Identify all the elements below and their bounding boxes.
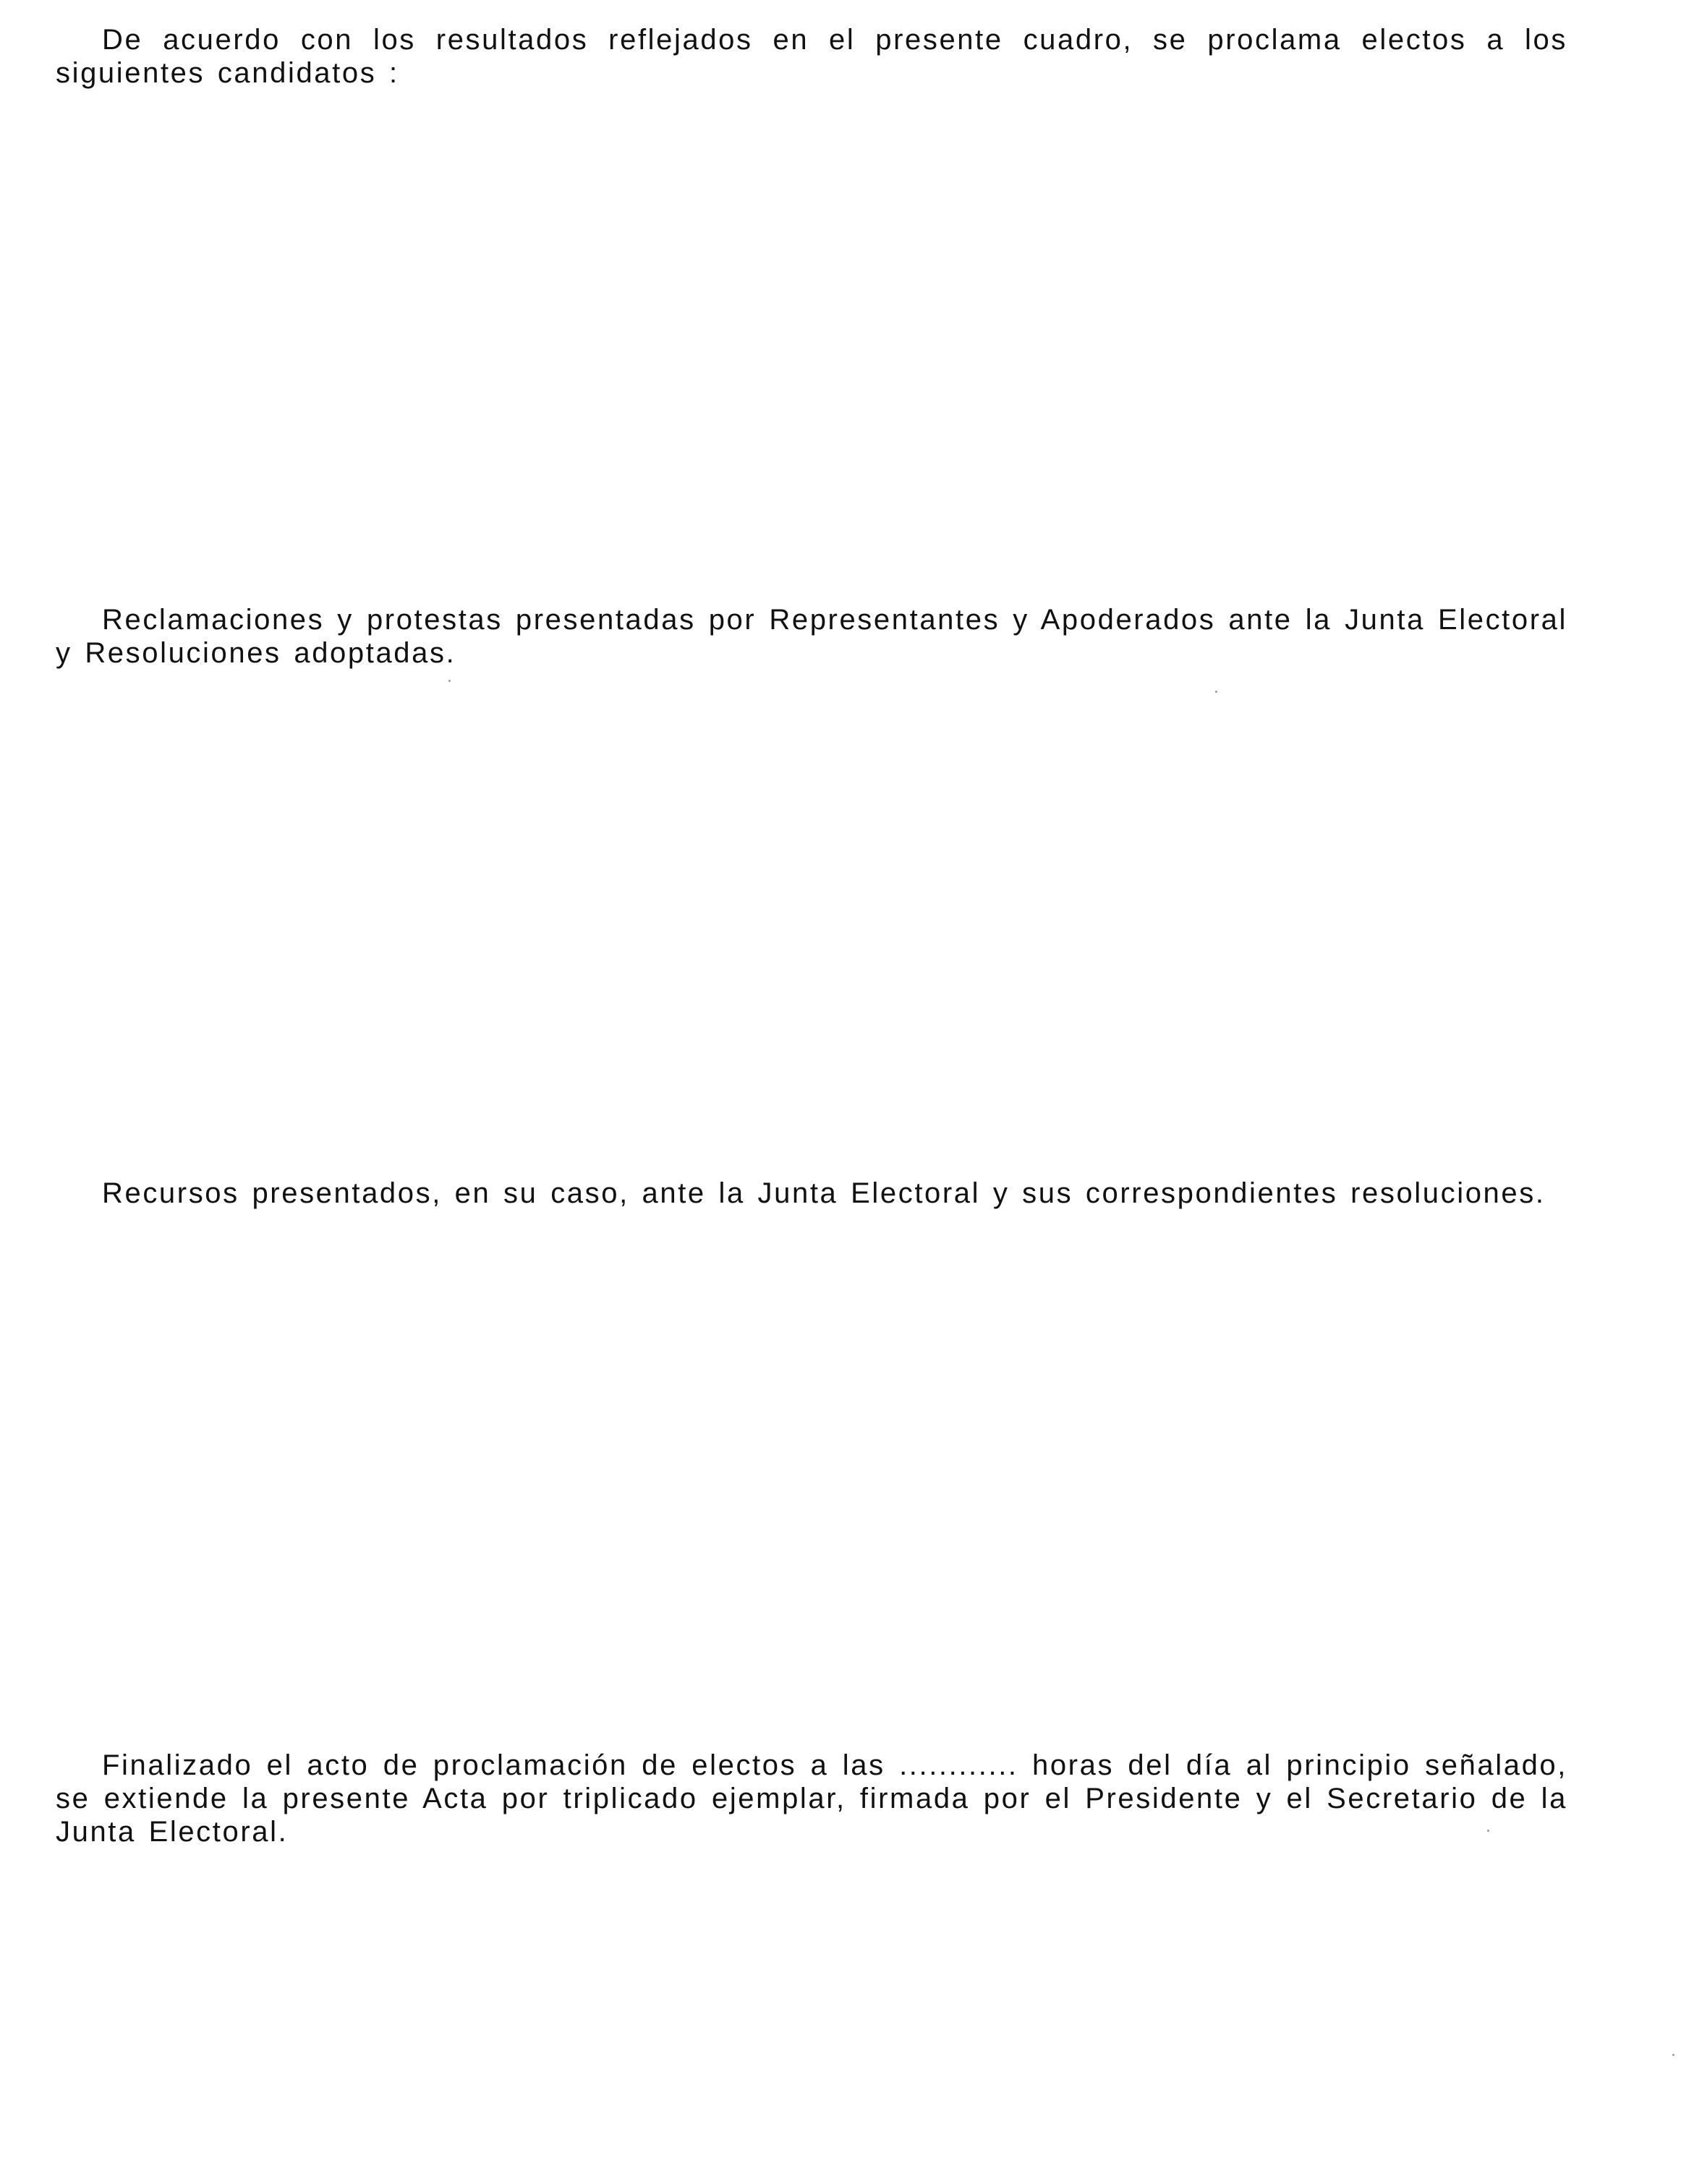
scan-speck <box>448 680 451 682</box>
appeals-paragraph: Recursos presentados, en su caso, ante la Junta Electoral y sus correspondientes resoluciones. <box>102 1177 1546 1209</box>
complaints-paragraph: Reclamaciones y protestas presentadas por Representantes y Apoderados ante la Junta Electoral y Resoluciones adoptadas. <box>56 604 1567 669</box>
closing-paragraph: Finalizado el acto de proclamación de electos a las ............ horas del día al principio señalado, se extiende la presente Acta por triplicado ejemplar, firmada por el Presidente y el Secretario de la Junta Electoral. <box>56 1749 1567 1848</box>
scan-speck <box>1672 2054 1674 2056</box>
scan-speck <box>1215 691 1217 693</box>
proclamation-paragraph: De acuerdo con los resultados reflejados en el presente cuadro, se proclama electos a los siguientes candidatos : <box>56 24 1567 89</box>
scan-speck <box>1487 1830 1489 1832</box>
